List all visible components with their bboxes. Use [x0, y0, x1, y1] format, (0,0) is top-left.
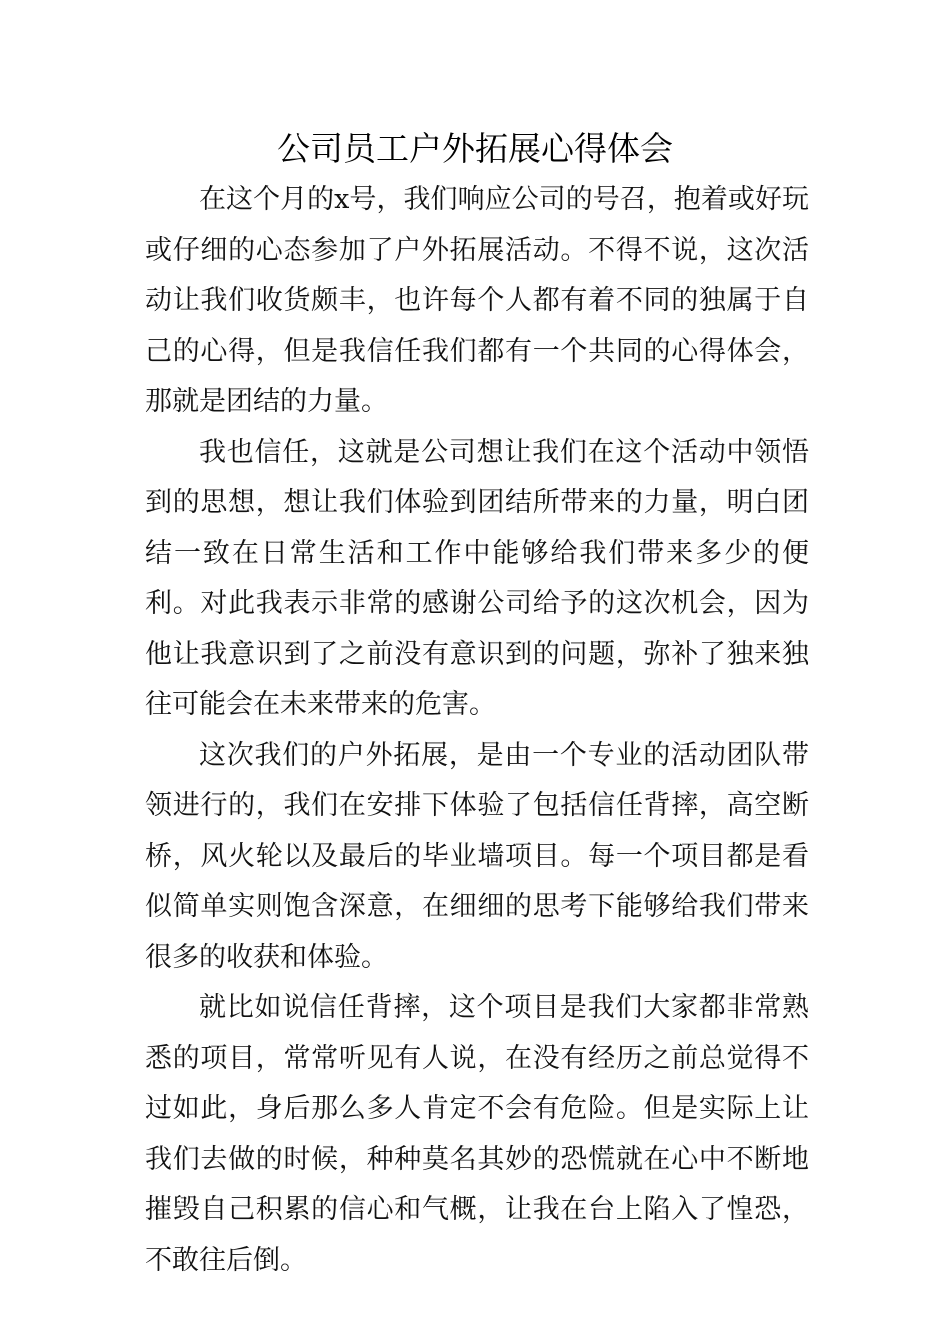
paragraph-3: 这次我们的户外拓展，是由一个专业的活动团队带领进行的，我们在安排下体验了包括信任背摔，高空断桥，风火轮以及最后的毕业墙项目。每一个项目都是看似简单实则饱含深意，在细细的思考下能够给我们带来很多的收获和体验。: [145, 739, 809, 973]
paragraph-2: 我也信任，这就是公司想让我们在这个活动中领悟到的思想，想让我们体验到团结所带来的力量，明白团结一致在日常生活和工作中能够给我们带来多少的便利。对此我表示非常的感谢公司给予的这次机会，因为他让我意识到了之前没有意识到的问题，弥补了独来独往可能会在未来带来的危害。: [145, 436, 809, 720]
document-body: [145, 175, 809, 1286]
paragraph-4: 就比如说信任背摔，这个项目是我们大家都非常熟悉的项目，常常听见有人说，在没有经历之前总觉得不过如此，身后那么多人肯定不会有危险。但是实际上让我们去做的时候，种种莫名其妙的恐慌就在心中不断地摧毁自己积累的信心和气概，让我在台上陷入了惶恐，不敢往后倒。: [145, 992, 809, 1276]
paragraph-1: 在这个月的x号，我们响应公司的号召，抱着或好玩或仔细的心态参加了户外拓展活动。不得不说，这次活动让我们收货颇丰，也许每个人都有着不同的独属于自己的心得，但是我信任我们都有一个共同的心得体会，那就是团结的力量。: [145, 184, 809, 417]
document-title: 公司员工户外拓展心得体会: [277, 129, 673, 168]
